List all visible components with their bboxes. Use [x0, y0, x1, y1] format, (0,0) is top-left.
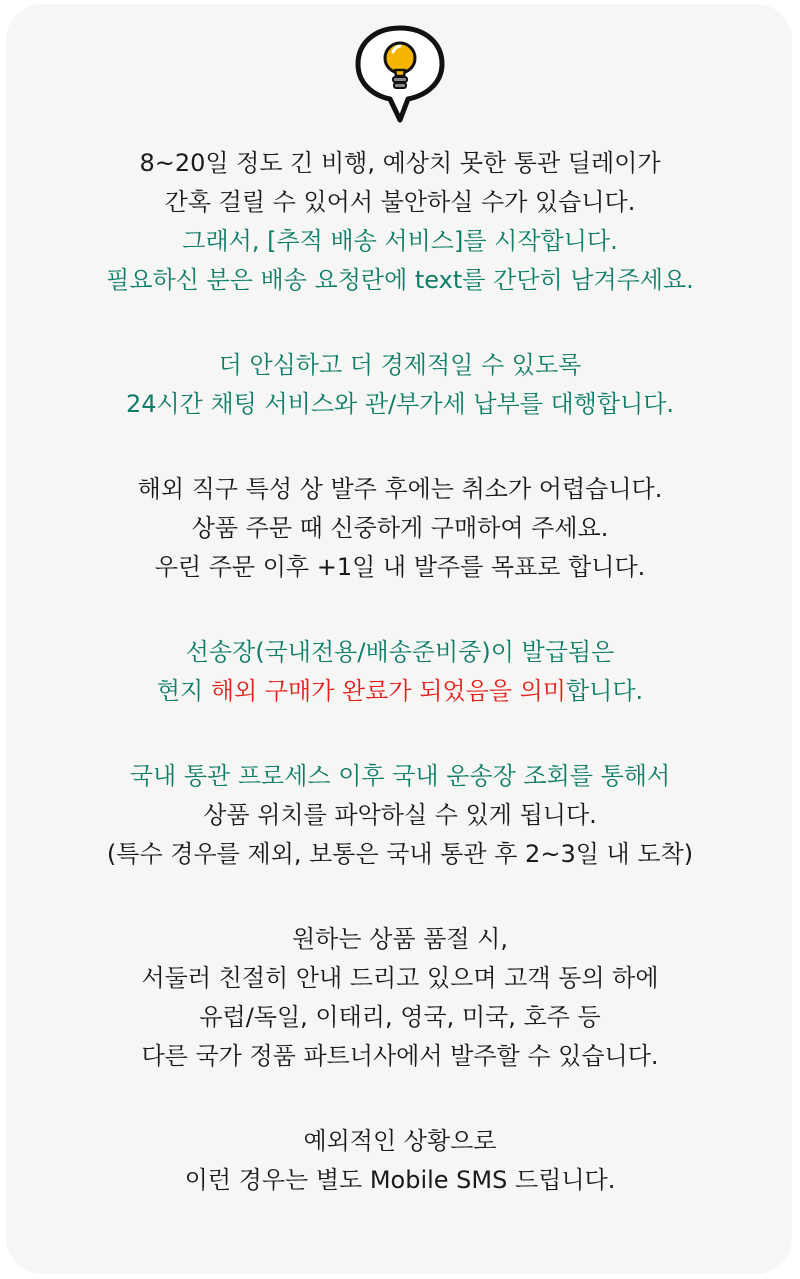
notice-line-7: 해외 직구 특성 상 발주 후에는 취소가 어렵습니다.	[137, 475, 663, 503]
notice-line-11-suffix: 합니다.	[565, 677, 644, 705]
notice-line-14: (특수 경우를 제외, 보통은 국내 통관 후 2~3일 내 도착)	[106, 840, 694, 868]
notice-line-11-highlight: 해외 구매가 완료가 되었음을 의미	[210, 677, 566, 705]
notice-line-8: 상품 주문 때 신중하게 구매하여 주세요.	[191, 514, 609, 542]
notice-line-5: 더 안심하고 더 경제적일 수 있도록	[218, 351, 582, 379]
notice-line-3: 그래서, [추적 배송 서비스]를 시작합니다.	[182, 227, 618, 255]
notice-line-1: 8~20일 정도 긴 비행, 예상치 못한 통관 딜레이가	[139, 149, 661, 177]
notice-text	[0, 144, 800, 1200]
notice-line-18: 다른 국가 정품 파트너사에서 발주할 수 있습니다.	[141, 1042, 659, 1070]
spacer	[0, 711, 800, 757]
spacer	[0, 1076, 800, 1122]
spacer	[0, 587, 800, 633]
lightbulb-speech-bubble-icon	[353, 24, 447, 126]
notice-line-17: 유럽/독일, 이태리, 영국, 미국, 호주 등	[199, 1003, 601, 1031]
spacer	[0, 874, 800, 920]
notice-line-12: 국내 통관 프로세스 이후 국내 운송장 조회를 통해서	[129, 762, 671, 790]
spacer	[0, 424, 800, 470]
notice-line-19: 예외적인 상황으로	[303, 1127, 497, 1155]
notice-line-11	[0, 672, 800, 711]
notice-line-10: 선송장(국내전용/배송준비중)이 발급됨은	[185, 638, 615, 666]
notice-line-2: 간혹 걸릴 수 있어서 불안하실 수가 있습니다.	[164, 188, 636, 216]
notice-line-9: 우린 주문 이후 +1일 내 발주를 목표로 합니다.	[154, 553, 646, 581]
spacer	[0, 300, 800, 346]
notice-line-16: 서둘러 친절히 안내 드리고 있으며 고객 동의 하에	[141, 964, 659, 992]
notice-line-6: 24시간 채팅 서비스와 관/부가세 납부를 대행합니다.	[125, 390, 675, 418]
notice-line-4: 필요하신 분은 배송 요청란에 text를 간단히 남겨주세요.	[106, 266, 694, 294]
notice-line-15: 원하는 상품 품절 시,	[292, 925, 508, 953]
notice-line-11-prefix: 현지	[156, 677, 211, 705]
notice-line-20: 이런 경우는 별도 Mobile SMS 드립니다.	[184, 1166, 616, 1194]
notice-line-13: 상품 위치를 파악하실 수 있게 됩니다.	[203, 801, 597, 829]
